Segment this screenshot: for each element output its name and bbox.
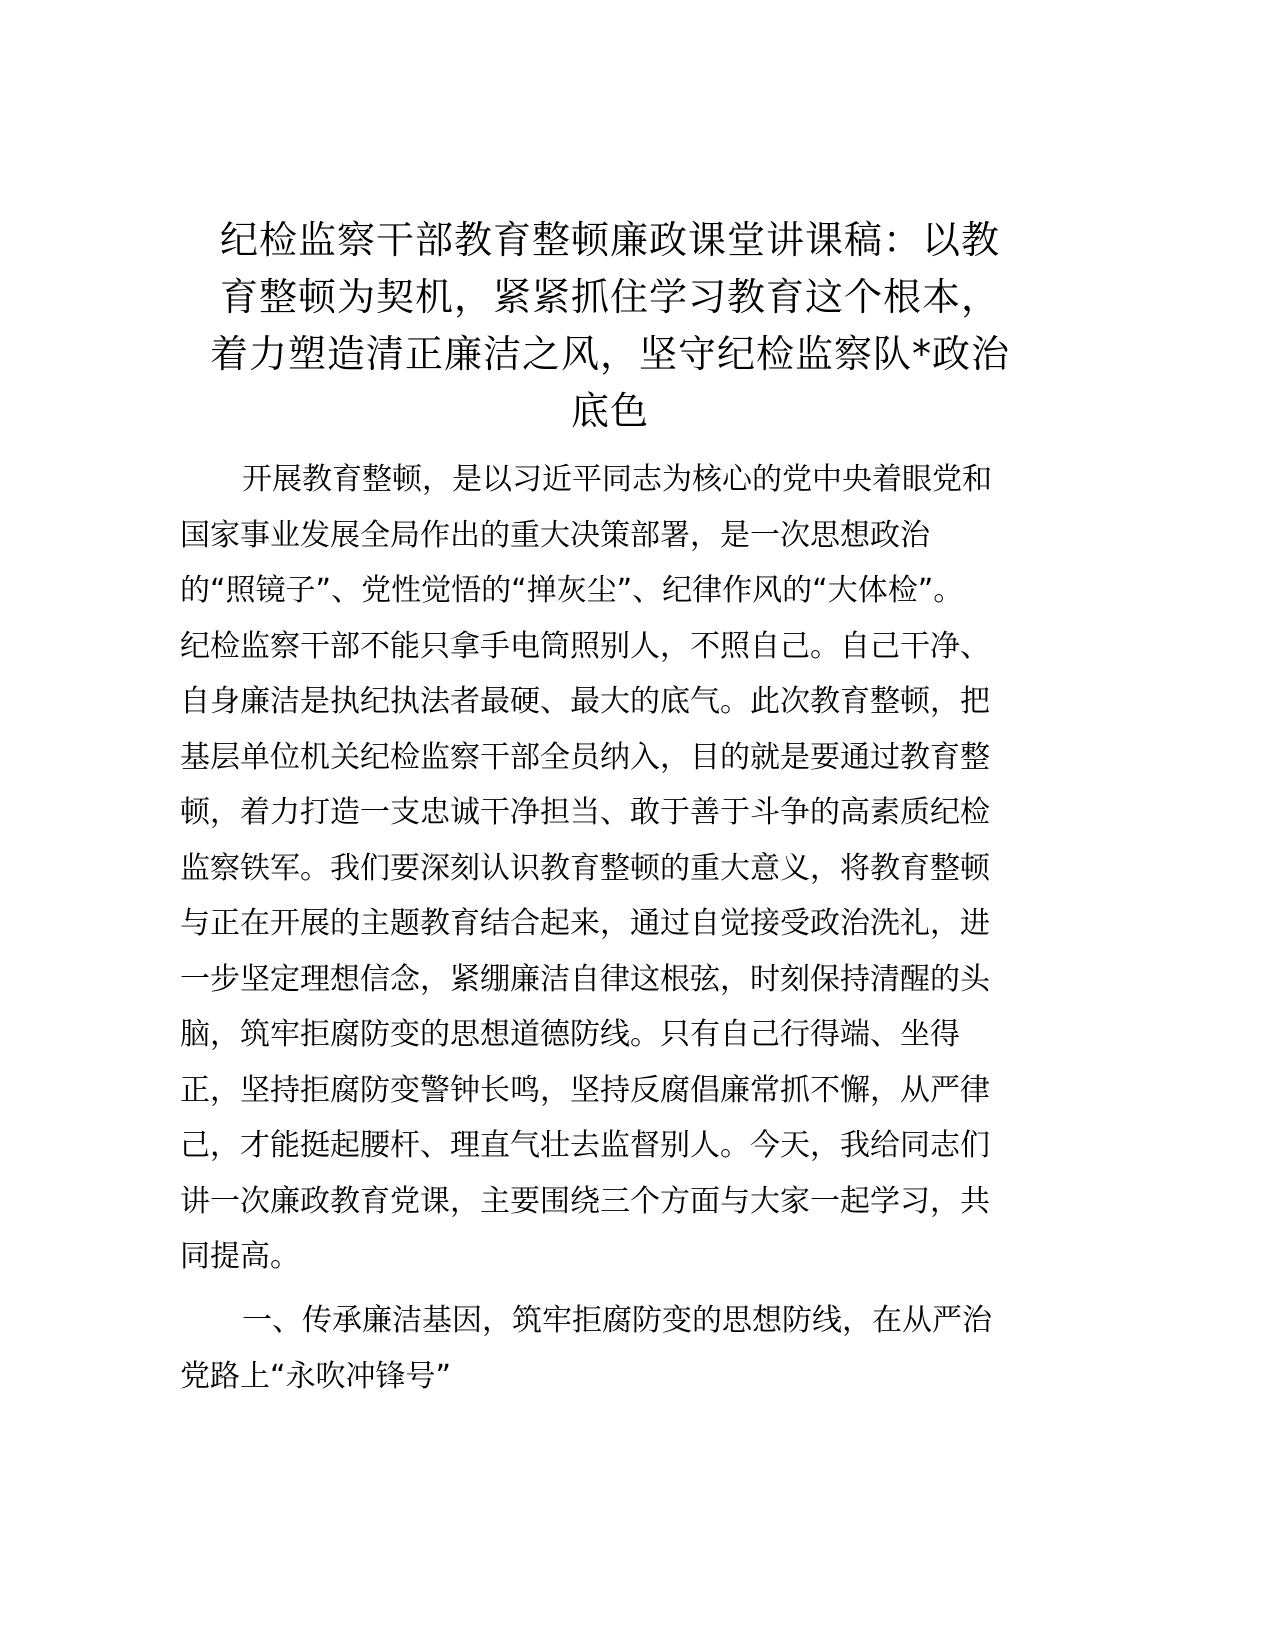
paragraph-line: 开展教育整顿，是以习近平同志为核心的党中央着眼党和 xyxy=(242,462,992,497)
paragraph-line: 的“照镜子”、党性觉悟的“掸灰尘”、纪律作风的“大体检”。 xyxy=(180,573,964,608)
section-heading-line: 一、传承廉洁基因，筑牢拒腐防变的思想防线，在从严治 xyxy=(242,1303,992,1338)
paragraph-line: 自身廉洁是执纪执法者最硬、最大的底气。此次教育整顿，把 xyxy=(180,684,990,719)
title-line: 底色 xyxy=(570,389,649,433)
paragraph-line: 纪检监察干部不能只拿手电筒照别人，不照自己。自己干净、 xyxy=(180,628,990,664)
title-line: 纪检监察干部教育整顿廉政课堂讲课稿：以教 xyxy=(219,218,1000,262)
section-heading-line: 党路上“永吹冲锋号” xyxy=(180,1358,452,1394)
title-line: 着力塑造清正廉洁之风，坚守纪检监察队*政治 xyxy=(209,332,1010,376)
paragraph-line: 己，才能挺起腰杆、理直气壮去监督别人。今天，我给同志们 xyxy=(180,1128,990,1163)
intro-paragraph xyxy=(180,452,1040,1285)
paragraph-line: 一步坚定理想信念，紧绷廉洁自律这根弦，时刻保持清醒的头 xyxy=(180,961,990,997)
document-title xyxy=(170,212,1050,440)
paragraph-line: 基层单位机关纪检监察干部全员纳入，目的就是要通过教育整 xyxy=(180,739,990,775)
paragraph-line: 脑，筑牢拒腐防变的思想道德防线。只有自己行得端、坐得 xyxy=(180,1017,960,1052)
paragraph-line: 顿，着力打造一支忠诚干净担当、敢于善于斗争的高素质纪检 xyxy=(180,795,990,830)
section-heading-1 xyxy=(180,1293,1040,1404)
paragraph-line: 与正在开展的主题教育结合起来，通过自觉接受政治洗礼，进 xyxy=(180,906,990,941)
paragraph-line: 正，坚持拒腐防变警钟长鸣，坚持反腐倡廉常抓不懈，从严律 xyxy=(180,1072,990,1108)
paragraph-line: 讲一次廉政教育党课，主要围绕三个方面与大家一起学习，共 xyxy=(180,1183,990,1219)
paragraph-line: 监察铁军。我们要深刻认识教育整顿的重大意义，将教育整顿 xyxy=(180,850,990,886)
paragraph-line: 国家事业发展全局作出的重大决策部署，是一次思想政治 xyxy=(180,517,930,553)
title-line: 育整顿为契机，紧紧抓住学习教育这个根本， xyxy=(219,275,1000,319)
paragraph-line: 同提高。 xyxy=(180,1239,300,1274)
